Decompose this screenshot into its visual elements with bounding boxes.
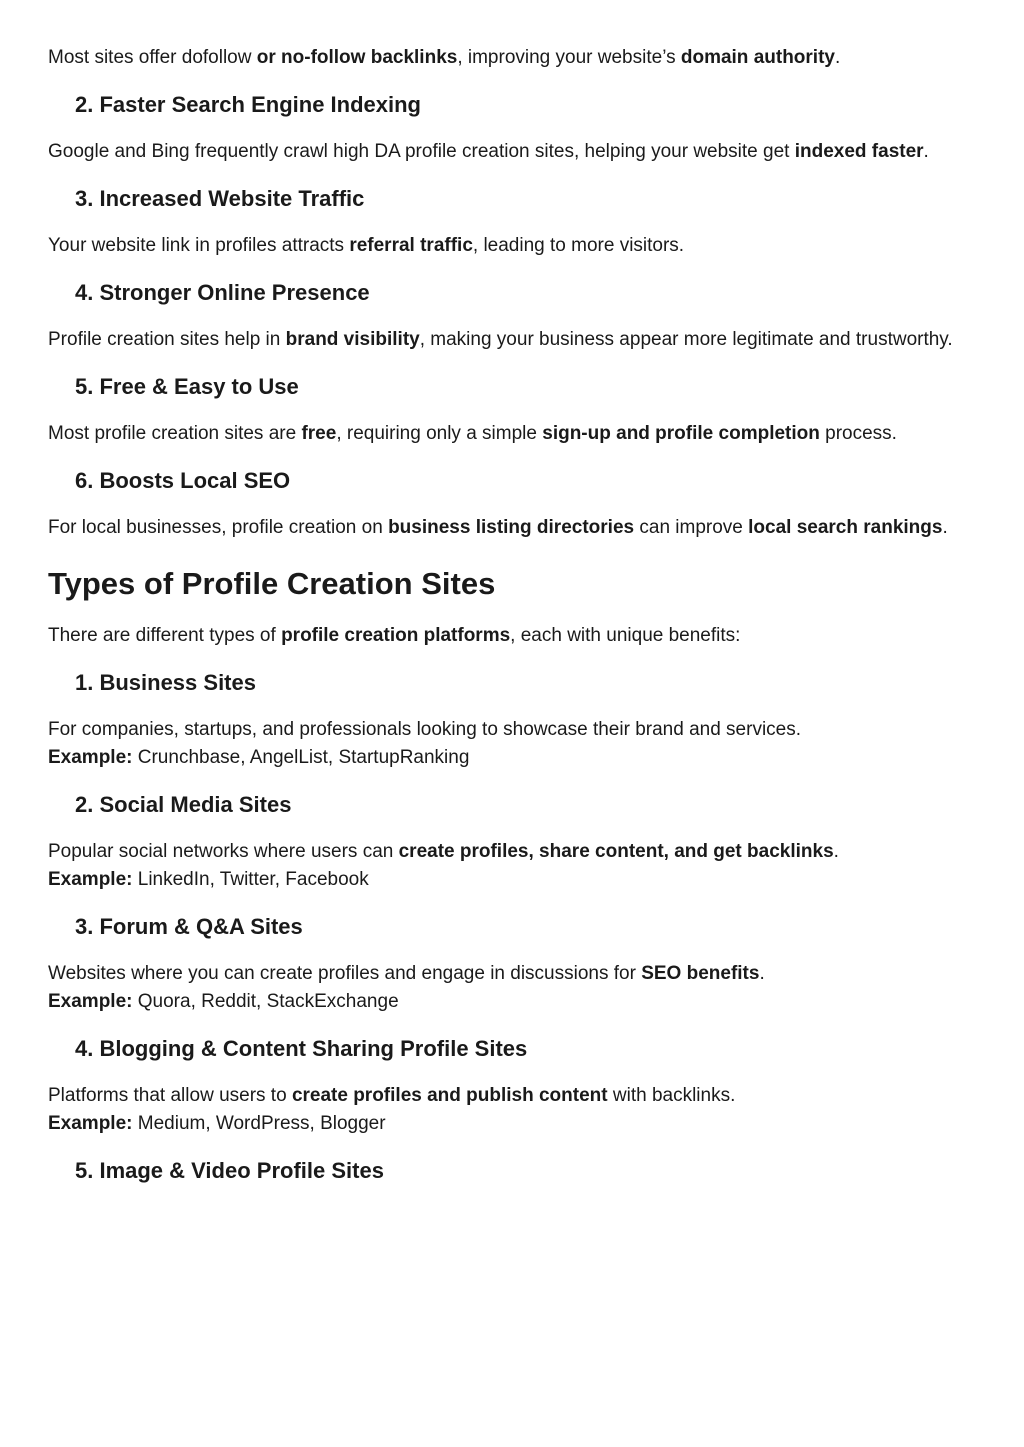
heading-forum-qa-sites: 3. Forum & Q&A Sites [75, 914, 303, 939]
bold-text: create profiles, share content, and get backlinks [398, 841, 834, 862]
article-body [48, 44, 978, 1186]
example-text: Crunchbase, AngelList, StartupRanking [132, 747, 470, 768]
heading-faster-indexing: 2. Faster Search Engine Indexing [75, 92, 421, 117]
example-text: Quora, Reddit, StackExchange [132, 991, 399, 1012]
text: , making your business appear more legitimate and trustworthy. [419, 329, 953, 350]
text: . [923, 141, 929, 162]
paragraph-blogging-sites [48, 1082, 978, 1138]
example-label: Example: [48, 747, 133, 768]
paragraph-forum-qa-sites [48, 960, 978, 1016]
text: Profile creation sites help in [48, 329, 286, 350]
text: Websites where you can create profiles and engage in discussions for [48, 963, 642, 984]
heading-image-video-sites: 5. Image & Video Profile Sites [75, 1158, 384, 1183]
text: Google and Bing frequently crawl high DA profile creation sites, helping your website get [48, 141, 795, 162]
heading-increased-traffic: 3. Increased Website Traffic [75, 186, 365, 211]
bold-text: local search rankings [748, 517, 943, 538]
text: , leading to more visitors. [472, 235, 685, 256]
heading-online-presence: 4. Stronger Online Presence [75, 280, 370, 305]
text: , each with unique benefits: [510, 625, 741, 646]
bold-text: or no-follow backlinks [256, 47, 458, 68]
text: , requiring only a simple [336, 423, 543, 444]
bold-text: create profiles and publish content [291, 1085, 608, 1106]
bold-text: SEO benefits [641, 963, 760, 984]
text: . [833, 841, 839, 862]
paragraph-online-presence [48, 326, 978, 354]
bold-text: domain authority [680, 47, 835, 68]
heading-business-sites: 1. Business Sites [75, 670, 256, 695]
example-label: Example: [48, 991, 133, 1012]
bold-text: profile creation platforms [281, 625, 511, 646]
example-label: Example: [48, 1113, 133, 1134]
text: For local businesses, profile creation on [48, 517, 389, 538]
text: Most profile creation sites are [48, 423, 302, 444]
paragraph-social-media-sites [48, 838, 978, 894]
bold-text: indexed faster [794, 141, 924, 162]
text: process. [819, 423, 897, 444]
text: Most sites offer dofollow [48, 47, 257, 68]
text: Your website link in profiles attracts [48, 235, 350, 256]
text: Popular social networks where users can [48, 841, 399, 862]
paragraph-types-intro [48, 622, 978, 650]
text: . [942, 517, 948, 538]
text: There are different types of [48, 625, 282, 646]
bold-text: free [301, 423, 337, 444]
example-label: Example: [48, 869, 133, 890]
bold-text: business listing directories [388, 517, 635, 538]
paragraph-faster-indexing [48, 138, 978, 166]
paragraph-free-easy [48, 420, 978, 448]
text: . [834, 47, 841, 68]
paragraph-business-sites [48, 716, 978, 772]
text: For companies, startups, and professionals looking to showcase their brand and services. [48, 719, 802, 740]
text: . [759, 963, 765, 984]
intro-paragraph [48, 44, 978, 72]
text: Platforms that allow users to [48, 1085, 292, 1106]
heading-social-media-sites: 2. Social Media Sites [75, 792, 292, 817]
paragraph-increased-traffic [48, 232, 978, 260]
heading-blogging-sites: 4. Blogging & Content Sharing Profile Sites [75, 1036, 528, 1061]
heading-free-easy: 5. Free & Easy to Use [75, 374, 299, 399]
bold-text: brand visibility [285, 329, 420, 350]
example-text: LinkedIn, Twitter, Facebook [132, 869, 369, 890]
text: with backlinks. [607, 1085, 736, 1106]
bold-text: referral traffic [349, 235, 473, 256]
text: , improving your website’s [457, 47, 681, 68]
paragraph-local-seo [48, 514, 978, 542]
heading-local-seo: 6. Boosts Local SEO [75, 468, 291, 493]
example-text: Medium, WordPress, Blogger [132, 1113, 386, 1134]
section-title-types: Types of Profile Creation Sites [48, 566, 496, 601]
text: can improve [634, 517, 749, 538]
bold-text: sign-up and profile completion [542, 423, 820, 444]
